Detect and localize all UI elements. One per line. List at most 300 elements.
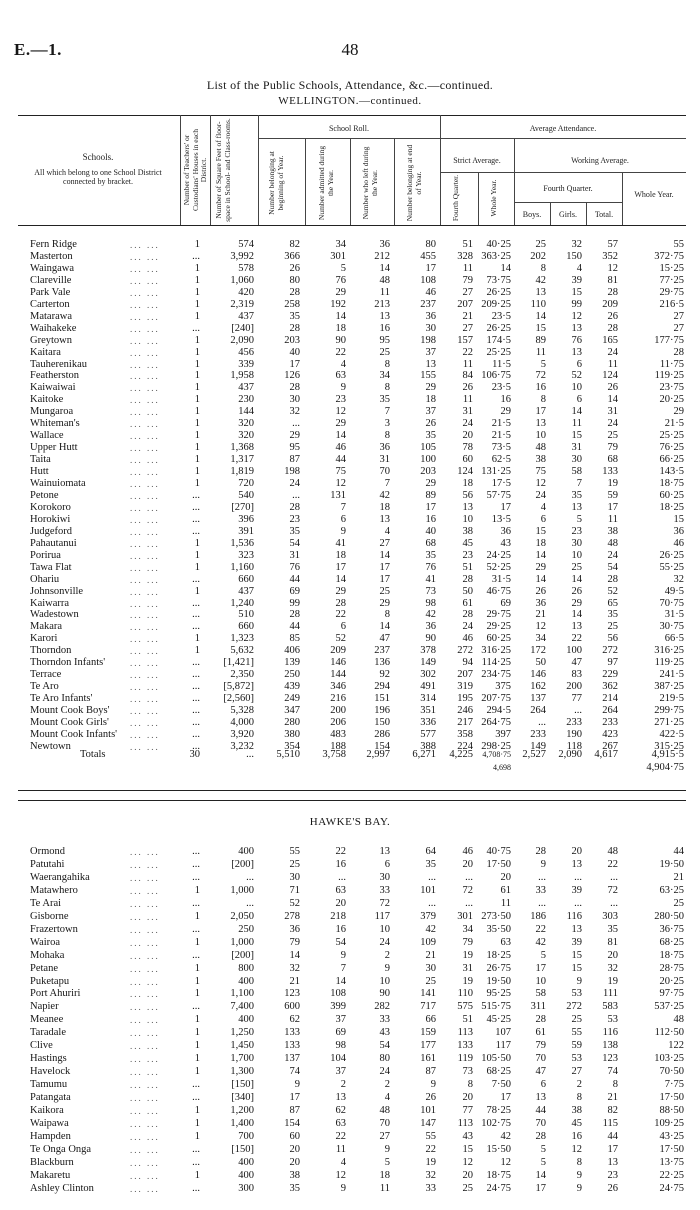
wellington-row [18,538,686,551]
hawkes-bay-heading: HAWKE'S BAY. [309,816,391,828]
admitted-cell: 7 [340,501,346,513]
girls-cell: 58 [571,466,582,478]
roll-begin-cell: 87 [289,1105,300,1116]
wellington-row [18,442,686,455]
strict-year-cell: 298·25 [481,740,511,752]
roll-begin-cell: 600 [284,1001,300,1013]
roll-end-cell: 149 [420,657,436,669]
roll-begin-cell: 25 [289,858,300,870]
teachers-cell: ... [192,705,200,717]
strict-year-cell: 24·75 [486,1182,511,1194]
roll-begin-cell: 139 [284,657,300,669]
hawkes-bay-row [18,1066,686,1079]
school-name: Thorndon [30,645,72,657]
working-year-cell: 36 [673,525,684,537]
strict-year-cell: 264·75 [481,717,511,728]
roll-end-cell: 68 [425,537,436,549]
teachers-cell: 1 [194,975,200,987]
sqft-cell: 400 [238,846,254,857]
strict-year-cell: 515·75 [481,1001,511,1013]
leader-dots: ... ... [130,950,160,961]
teachers-cell: 1 [194,962,200,974]
sqft-cell: [270] [231,501,254,513]
school-name: Mount Cook Boys' [30,705,110,717]
leader-dots: ... ... [130,383,160,394]
totals-row [18,749,686,762]
working-year-cell: 372·75 [654,250,684,262]
admitted-cell: 218 [330,910,346,922]
leader-dots: ... ... [130,1028,160,1039]
boys-cell: 28 [535,1130,546,1142]
working-year-cell: 219·5 [659,693,684,705]
wellington-row [18,394,686,407]
sqft-cell: [240] [231,322,254,334]
working-year-cell: 29 [673,406,684,418]
strict-q4-cell: 133 [457,1040,473,1052]
strict-year-cell: 40·25 [486,239,511,250]
roll-begin-cell: 203 [284,334,300,346]
hawkes-bay-row [18,924,686,937]
sqft-cell: 800 [238,962,254,974]
sqft-cell: 391 [238,525,254,537]
wellington-row [18,669,686,682]
leader-dots: ... ... [130,287,160,298]
boys-cell: 13 [535,286,546,298]
left-cell: 196 [374,705,390,717]
school-name: Featherston [30,370,79,382]
left-cell: 212 [374,250,390,262]
school-name: Pahautanui [30,537,77,549]
left-cell: 30 [379,871,390,883]
working-year-cell: 7·75 [664,1079,684,1091]
girls-cell: ... [574,897,582,909]
boys-cell: 311 [530,1001,546,1013]
leader-dots: ... ... [130,1002,160,1013]
total-cell: 22 [607,858,618,870]
total-cell: 26 [607,310,618,322]
leader-dots: ... ... [130,502,160,513]
roll-end-cell: ... [428,897,436,909]
boys-cell: ... [538,871,546,883]
roll-begin-cell: 17 [289,1092,300,1104]
admitted-cell: 17 [335,561,346,573]
working-year-cell: 316·25 [654,645,684,657]
hawkes-bay-row [18,859,686,872]
roll-begin-cell: 79 [289,936,300,948]
col-strict: Strict Average. [453,156,501,165]
left-cell: 5 [384,1156,390,1168]
total-cell: 133 [602,466,618,478]
roll-begin-cell: 85 [289,633,300,645]
school-name: Greytown [30,334,72,346]
wellington-row [18,693,686,706]
roll-begin-cell: 32 [289,962,300,974]
teachers-cell: 1 [194,1117,200,1129]
school-name: Waihakeke [30,322,77,334]
wellington-row [18,430,686,443]
left-cell: 14 [379,549,390,561]
roll-end-cell: 35 [425,430,436,442]
wellington-row [18,681,686,694]
boys-cell: 72 [535,370,546,382]
sqft-cell: 700 [238,1130,254,1142]
left-cell: 13 [379,513,390,525]
strict-year-cell: 209·25 [481,298,511,310]
left-cell: 31 [379,454,390,466]
girls-cell: ... [574,705,582,717]
wellington-row [18,562,686,575]
roll-begin-cell: 154 [284,1117,300,1129]
teachers-cell: 1 [194,1066,200,1078]
left-cell: 92 [379,669,390,681]
roll-end-cell: 21 [425,949,436,961]
strict-q4-cell: 56 [462,489,473,501]
working-year-cell: 28 [673,346,684,358]
strict-year-cell: 25·25 [486,346,511,358]
sqft-cell: 1,060 [230,274,254,286]
roll-begin-cell: 28 [289,609,300,621]
roll-end-cell: 29 [425,478,436,489]
total-cell: 32 [607,962,618,974]
roll-begin-cell: 38 [289,1169,300,1181]
hawkes-bay-row [18,988,686,1001]
girls-cell: 76 [571,334,582,346]
girls-cell: 272 [566,1001,582,1013]
admitted-cell: 12 [335,406,346,418]
sqft-cell: 3,232 [230,740,254,752]
strict-q4-cell: ... [465,897,473,909]
working-year-cell: 20·25 [659,394,684,406]
roll-begin-cell: 250 [284,669,300,681]
total-cell: 124 [602,370,618,382]
school-name: Te Aro Infants' [30,693,93,705]
left-cell: 8 [384,609,390,621]
roll-begin-cell: 17 [289,358,300,370]
teachers-cell: ... [192,322,200,334]
total-cell: 74 [607,1066,618,1078]
left-cell: 18 [379,1169,390,1181]
school-name: Frazertown [30,923,78,935]
leader-dots: ... ... [130,371,160,382]
strict-q4-cell: 79 [462,936,473,948]
sqft-cell: [200] [231,949,254,961]
hawkes-bay-row [18,1092,686,1105]
roll-begin-cell: 126 [284,370,300,382]
leader-dots: ... ... [130,574,160,585]
working-year-cell: 103·25 [654,1053,684,1065]
admitted-cell: 9 [340,949,346,961]
school-name: Taradale [30,1027,66,1039]
roll-end-cell: 30 [425,962,436,974]
boys-cell: 29 [535,561,546,573]
roll-begin-cell: 280 [284,717,300,728]
roll-begin-cell: 28 [289,501,300,513]
school-name: Terrace [30,669,62,681]
roll-end-cell: 101 [420,884,436,896]
school-name: Upper Hutt [30,442,78,454]
total-cell: 52 [607,585,618,597]
working-year-cell: 49·5 [664,585,684,597]
teachers-cell: ... [192,740,200,752]
working-year-cell: 17·50 [659,1143,684,1155]
roll-begin-cell: 24 [289,478,300,489]
roll-end-cell: 378 [420,645,436,657]
sqft-cell: 1,100 [230,988,254,1000]
boys-cell: 13 [535,1092,546,1104]
roll-end-cell: 26 [425,1092,436,1104]
school-name: Te Arai [30,897,62,909]
boys-cell: 25 [535,239,546,250]
teachers-cell: ... [192,489,200,501]
school-name: Waipawa [30,1117,69,1129]
col-roll-group: School Roll. [328,124,369,133]
sqft-cell: 1,450 [230,1040,254,1052]
wellington-row [18,633,686,646]
school-name: Te Onga Onga [30,1143,92,1155]
roll-end-cell: 73 [425,585,436,597]
roll-begin-cell: 52 [289,897,300,909]
teachers-cell: 1 [194,549,200,561]
section-rule [18,800,686,801]
girls-cell: 14 [571,406,582,418]
girls-cell: 14 [571,573,582,585]
leader-dots: ... ... [130,550,160,561]
roll-end-cell: 40 [425,525,436,537]
strict-q4-cell: 19 [462,975,473,987]
roll-end-cell: 35 [425,858,436,870]
girls-cell: 13 [571,858,582,870]
admitted-cell: 16 [335,858,346,870]
leader-dots: ... ... [130,1054,160,1065]
total-cell: 21 [607,1092,618,1104]
roll-begin-cell: 29 [289,430,300,442]
girls-cell: 150 [566,250,582,262]
sqft-cell: 1,368 [230,442,254,454]
left-cell: 17 [379,561,390,573]
strict-q4-cell: 319 [457,681,473,693]
roll-end-cell: 46 [425,286,436,298]
roll-begin-cell: 14 [289,949,300,961]
wellington-row [18,705,686,718]
boys-cell: 9 [540,858,546,870]
wellington-row [18,239,686,252]
working-year-cell: 387·25 [654,681,684,693]
header-top-rule [18,115,686,116]
roll-begin-cell: 21 [289,975,300,987]
teachers-cell: 1 [194,370,200,382]
working-year-cell: 68·25 [659,936,684,948]
working-year-cell: 44 [673,846,684,857]
boys-cell: 36 [535,597,546,609]
leader-dots: ... ... [130,538,160,549]
strict-q4-cell: 28 [462,573,473,585]
wellington-row [18,406,686,419]
col-roll-begin: Number belonging at beginning of Year. [267,151,285,215]
total-cell: 26 [607,382,618,394]
working-year-cell: 21·5 [664,418,684,430]
girls-cell: 15 [571,430,582,442]
wellington-row [18,323,686,336]
strict-q4-cell: 31 [462,406,473,418]
teachers-cell: 1 [194,430,200,442]
roll-begin-cell: 55 [289,846,300,857]
sqft-cell: 1,958 [230,370,254,382]
wellington-row [18,502,686,515]
wellington-row [18,347,686,360]
admitted-cell: 44 [335,454,346,466]
roll-begin-cell: 36 [289,923,300,935]
boys-cell: 14 [535,1169,546,1181]
roll-begin-cell: 95 [289,442,300,454]
sqft-cell: 2,090 [230,334,254,346]
roll-end-cell: 108 [420,274,436,286]
leader-dots: ... ... [130,251,160,262]
admitted-cell: 75 [335,466,346,478]
hawkes-bay-row [18,1170,686,1183]
teachers-cell: ... [192,717,200,728]
strict-q4-cell: 13 [462,501,473,513]
girls-cell: 16 [571,1130,582,1142]
girls-cell: 26 [571,585,582,597]
total-cell: 68 [607,454,618,466]
col-strict-q4: Fourth Quarter. [451,174,460,222]
roll-begin-cell: 28 [289,382,300,394]
strict-year-cell: 17 [500,1092,511,1104]
teachers-cell: 1 [194,334,200,346]
roll-end-cell: 177 [420,1040,436,1052]
wellington-row [18,598,686,611]
left-cell: 13 [379,846,390,857]
school-name: Kaikora [30,1105,64,1116]
school-name: Horokiwi [30,513,71,525]
total-cell: 20 [607,949,618,961]
col-strict-year: Whole Year. [489,179,498,217]
girls-cell: 12 [571,310,582,322]
admitted-cell: 144 [330,669,346,681]
left-cell: 286 [374,728,390,740]
school-name: Petane [30,962,58,974]
roll-end-cell: 80 [425,239,436,250]
working-year-cell: 122 [668,1040,684,1052]
boys-cell: 26 [535,585,546,597]
sqft-cell: 320 [238,430,254,442]
strict-q4-cell: 575 [457,1001,473,1013]
boys-cell: 28 [535,846,546,857]
leader-dots: ... ... [130,670,160,681]
left-cell: 17 [379,573,390,585]
boys-cell: 70 [535,1117,546,1129]
girls-cell: 32 [571,239,582,250]
admitted-cell: 9 [340,1182,346,1194]
left-cell: 11 [379,286,390,298]
left-cell: 237 [374,645,390,657]
strict-q4-cell: 46 [462,633,473,645]
sqft-cell: 456 [238,346,254,358]
left-cell: 24 [379,936,390,948]
teachers-cell: 1 [194,645,200,657]
left-cell: 34 [379,370,390,382]
girls-cell: 25 [571,561,582,573]
leader-dots: ... ... [130,706,160,717]
strict-q4-cell: 27 [462,322,473,334]
wellington-row [18,586,686,599]
roll-end-cell: 26 [425,418,436,430]
school-name: Carterton [30,298,70,310]
hawkes-bay-row [18,898,686,911]
working-year-cell: 18·75 [659,478,684,489]
working-year-cell: 32 [673,573,684,585]
roll-end-cell: 19 [425,1156,436,1168]
boys-cell: 5 [540,949,546,961]
roll-end-cell: 41 [425,573,436,585]
sqft-cell: ... [246,871,254,883]
working-year-cell: 30·75 [659,621,684,633]
boys-cell: 17 [535,962,546,974]
school-name: Patutahi [30,858,65,870]
school-name: Wainuiomata [30,478,86,489]
leader-dots: ... ... [130,610,160,621]
school-name: Waingawa [30,262,75,274]
strict-year-cell: 18·75 [486,1169,511,1181]
strict-q4-cell: 246 [457,705,473,717]
total-cell: 111 [603,988,618,1000]
school-name: Waerangahika [30,871,90,883]
leader-dots: ... ... [130,976,160,987]
leader-dots: ... ... [130,872,160,883]
strict-q4-cell: 20 [462,430,473,442]
strict-q4-cell: 207 [457,669,473,681]
strict-year-cell: 40·75 [486,846,511,857]
girls-cell: 13 [571,346,582,358]
admitted-cell: 14 [335,573,346,585]
strict-q4-cell: 31 [462,962,473,974]
boys-cell: 17 [535,406,546,418]
col-avg-group: Average Attendance. [529,124,597,133]
wellington-row [18,645,686,658]
strict-year-cell: 43 [500,537,511,549]
roll-end-cell: 37 [425,346,436,358]
leader-dots: ... ... [130,729,160,740]
leader-dots: ... ... [130,455,160,466]
school-name: Korokoro [30,501,71,513]
roll-begin-cell: ... [292,418,300,430]
school-name: Gisborne [30,910,69,922]
strict-q4-cell: 77 [462,1105,473,1116]
sqft-cell: [150] [231,1079,254,1091]
col-girls: Girls. [559,210,577,219]
roll-end-cell: 33 [425,1182,436,1194]
leader-dots: ... ... [130,989,160,1000]
roll-begin-cell: 20 [289,1143,300,1155]
strict-year-cell: 131·25 [481,466,511,478]
roll-begin-cell: 54 [289,537,300,549]
working-year-cell: 97·75 [659,988,684,1000]
teachers-cell: 1 [194,1169,200,1181]
leader-dots: ... ... [130,526,160,537]
wellington-row [18,311,686,324]
admitted-cell: 14 [335,310,346,322]
teachers-cell: 1 [194,310,200,322]
hawkes-bay-row [18,1105,686,1118]
left-cell: 24 [379,1066,390,1078]
admitted-cell: 34 [335,239,346,250]
left-cell: 9 [384,962,390,974]
col-schools: Schools. [82,152,114,162]
roll-begin-cell: 9 [294,1079,300,1091]
roll-begin-cell: 87 [289,454,300,466]
left-cell: 2 [384,1079,390,1091]
sqft-cell: [1,421] [223,657,254,669]
